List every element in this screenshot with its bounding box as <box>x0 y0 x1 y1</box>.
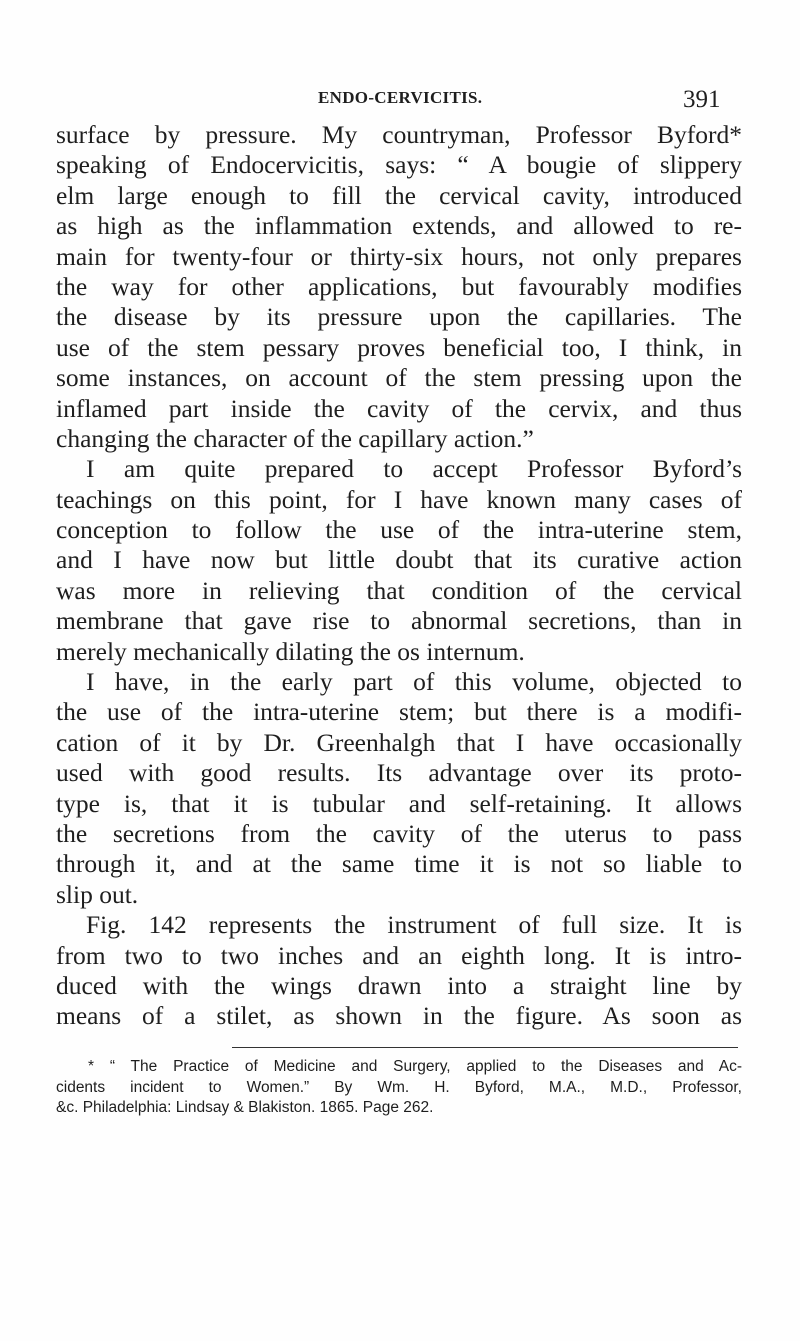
text-line: speaking of Endocervicitis, says: “ A bougie of slippery <box>56 150 742 180</box>
text-line: cation of it by Dr. Greenhalgh that I have occasionally <box>56 727 742 757</box>
body-text <box>56 120 742 1032</box>
text-line: surface by pressure. My countryman, Professor Byford* <box>56 120 742 149</box>
text-line: conception to follow the use of the intra-uterine stem, <box>56 515 742 545</box>
footnote-line: * “ The Practice of Medicine and Surgery, applied to the Diseases and Ac- <box>88 1058 742 1075</box>
paragraph-start-line: Fig. 142 represents the instrument of full size. It is <box>86 910 742 940</box>
running-title: ENDO-CERVICITIS. <box>318 88 483 107</box>
text-line: as high as the inflammation extends, and allowed to re- <box>56 211 742 241</box>
footnote-line: &c. Philadelphia: Lindsay & Blakiston. 1865. Page 262. <box>56 1099 434 1116</box>
text-line: use of the stem pessary proves beneficial too, I think, in <box>56 332 742 362</box>
text-line: from two to two inches and an eighth long. It is intro- <box>56 940 742 970</box>
text-line: the disease by its pressure upon the capillaries. The <box>56 302 742 332</box>
text-line: some instances, on account of the stem pressing upon the <box>56 363 742 393</box>
paragraph-start-line: I am quite prepared to accept Professor Byford’s <box>86 454 742 484</box>
text-line: membrane that gave rise to abnormal secretions, than in <box>56 606 742 636</box>
text-line: slip out. <box>56 879 139 909</box>
text-line: used with good results. Its advantage over its proto- <box>56 758 742 788</box>
text-line: type is, that it is tubular and self-retaining. It allows <box>56 788 742 818</box>
text-line: elm large enough to fill the cervical cavity, introduced <box>56 180 742 210</box>
text-line: the secretions from the cavity of the uterus to pass <box>56 818 742 848</box>
text-line: duced with the wings drawn into a straight line by <box>56 970 742 1000</box>
text-line: changing the character of the capillary action.” <box>56 423 534 453</box>
text-line: and I have now but little doubt that its curative action <box>56 545 742 575</box>
text-line: teachings on this point, for I have known many cases of <box>56 484 742 514</box>
text-line: the way for other applications, but favourably modifies <box>56 271 742 301</box>
footnote-divider <box>232 1047 738 1048</box>
paragraph-start-line: I have, in the early part of this volume, objected to <box>86 667 742 697</box>
text-line: inflamed part inside the cavity of the cervix, and thus <box>56 393 742 423</box>
text-line: the use of the intra-uterine stem; but there is a modifi- <box>56 697 742 727</box>
page-number: 391 <box>683 86 721 113</box>
text-line: was more in relieving that condition of the cervical <box>56 575 742 605</box>
footnote-line: cidents incident to Women.” By Wm. H. Byford, M.A., M.D., Professor, <box>56 1078 742 1096</box>
footnote <box>56 1057 742 1119</box>
text-line: through it, and at the same time it is not so liable to <box>56 849 742 879</box>
text-line: main for twenty-four or thirty-six hours, not only prepares <box>56 241 742 271</box>
text-line: means of a stilet, as shown in the figure. As soon as <box>56 1001 742 1031</box>
text-line: merely mechanically dilating the os internum. <box>56 636 525 666</box>
